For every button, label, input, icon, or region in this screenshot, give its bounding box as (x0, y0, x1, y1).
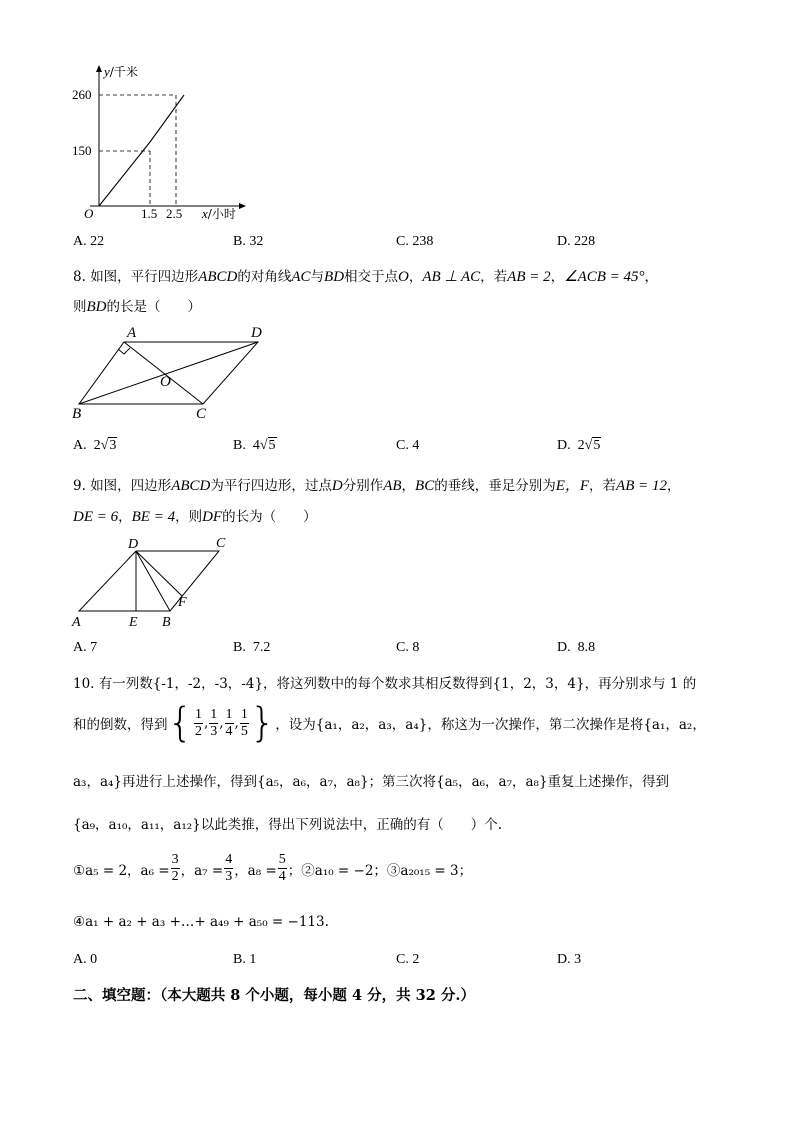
q8-option-d: D. 2√5 (557, 438, 601, 453)
label-O: O (160, 374, 171, 390)
label-E: E (129, 615, 138, 630)
origin-label: O (84, 206, 94, 221)
q10-line4: {a₉，a₁₀，a₁₁，a₁₂}以此类推，得出下列说法中，正确的有（ ）个. (73, 817, 503, 833)
q9-option-d: D. 8.8 (557, 640, 596, 655)
x-axis-label: x/小时 (202, 206, 236, 221)
q8-option-a: A. 2√3 (73, 438, 117, 453)
y-tick-150: 150 (72, 143, 92, 158)
q9-stem-line2: DE = 6，BE = 4，则DF的长为（ ） (73, 509, 317, 525)
q9-option-a: A. 7 (73, 640, 98, 655)
q10-line2: 和的倒数，得到 { $\frac{1}{2}$ , $\frac{1}{3}$ , $\frac{1}{4}$ , $\frac{1}{5}$ } ，设为{a₁，a₂，a₃，a₄}，称这为一次操作，第二次操作是将{a₁，a₂， (73, 700, 706, 746)
q10-option-d: D. 3 (557, 952, 582, 967)
q8-parallelogram-figure (66, 320, 276, 422)
frac-4-3: $\frac{4}{3}$ (225, 852, 233, 884)
q9-option-b: B. 7.2 (233, 640, 271, 655)
label-C: C (216, 536, 226, 551)
q7-option-a: A. 22 (73, 234, 105, 249)
label-B: B (162, 615, 171, 630)
q9-option-c: C. 8 (396, 640, 420, 655)
q10-statement-1: ①a₅ = 2，a₆ = $\frac{3}{2}$ ，a₇ = $\frac{4}{3}$ ，a₈ = $\frac{5}{4}$ ；②a₁₀ = −2；③a₂₀₁₅ = 3； (73, 852, 473, 884)
q9-stem-line1: 9. 如图，四边形ABCD为平行四边形，过点D分别作AB，BC的垂线，垂足分别为E，F，若AB = 12， (73, 478, 681, 494)
y-axis-label: y/千米 (104, 64, 138, 79)
x-tick-1-5: 1.5 (141, 206, 158, 221)
frac-1-3: $\frac{1}{3}$ (210, 706, 218, 739)
q10-option-a: A. 0 (73, 952, 98, 967)
q7-option-d: D. 228 (557, 234, 596, 249)
q7-option-c: C. 238 (396, 234, 434, 249)
q7-option-b: B. 32 (233, 234, 264, 249)
q8-option-c: C. 4 (396, 438, 420, 453)
y-tick-260: 260 (72, 87, 92, 102)
x-tick-2-5: 2.5 (166, 206, 183, 221)
q10-line3: a₃，a₄}再进行上述操作，得到{a₅，a₆，a₇，a₈}；第三次将{a₅，a₆，a₇，a₈}重复上述操作，得到 (73, 774, 670, 790)
frac-5-4: $\frac{5}{4}$ (278, 852, 286, 884)
label-A: A (72, 615, 81, 630)
label-A: A (127, 325, 137, 341)
parallelogram-abcd (79, 551, 219, 611)
q10-option-b: B. 1 (233, 952, 257, 967)
diagonal-ac (124, 342, 203, 404)
label-C: C (196, 406, 207, 422)
label-D: D (128, 537, 139, 552)
label-D: D (251, 325, 262, 341)
q10-option-c: C. 2 (396, 952, 420, 967)
frac-1-2: $\frac{1}{2}$ (194, 706, 202, 739)
q8-stem-line2: 则BD的长是（ ） (73, 299, 201, 315)
q9-parallelogram-figure (66, 534, 246, 630)
label-F: F (178, 595, 187, 610)
segment-db (136, 551, 170, 611)
distance-line (99, 95, 184, 206)
perpendicular-df (136, 551, 182, 596)
label-B: B (72, 406, 82, 422)
q10-line1: 10. 有一列数{-1，-2，-3，-4}，将这列数中的每个数求其相反数得到{1，2，3，4}，再分别求与 1 的 (73, 676, 697, 692)
q10-statement-4: ④a₁ + a₂ + a₃ +…+ a₄₉ + a₅₀ = −113. (73, 914, 329, 930)
right-angle-mark (118, 348, 130, 354)
distance-time-graph (60, 58, 280, 228)
frac-3-2: $\frac{3}{2}$ (171, 852, 179, 884)
q8-option-b: B. 4√5 (233, 438, 276, 453)
frac-1-4: $\frac{1}{4}$ (225, 706, 233, 739)
section-2-title: 二、填空题：（本大题共 8 个小题，每小题 4 分，共 32 分.） (73, 987, 475, 1004)
frac-set: { $\frac{1}{2}$ , $\frac{1}{3}$ , $\frac{1}{4}$ , $\frac{1}{5}$ } (167, 700, 276, 746)
frac-1-5: $\frac{1}{5}$ (240, 706, 248, 739)
q8-stem-line1: 8. 如图，平行四边形ABCD的对角线AC与BD相交于点O，AB ⊥ AC，若AB = 2，∠ACB = 45°， (73, 269, 659, 285)
